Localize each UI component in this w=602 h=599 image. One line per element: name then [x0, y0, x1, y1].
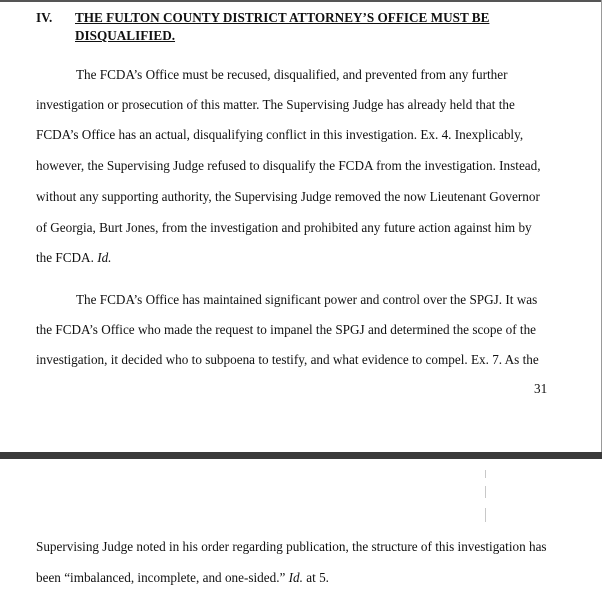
continuation-line-2-after: at 5.: [302, 570, 329, 585]
paragraph-1-line-2: investigation or prosecution of this matter. The Supervising Judge has already held that the: [36, 97, 515, 112]
scan-artifact: [485, 486, 486, 498]
continuation-line-1: Supervising Judge noted in his order regarding publication, the structure of this investigation has: [36, 539, 547, 554]
paragraph-2-line-1: The FCDA’s Office has maintained significant power and control over the SPGJ. It was: [76, 292, 538, 307]
paragraph-2-line-3: investigation, it decided who to subpoena to testify, and what evidence to compel. Ex. 7. As the: [36, 352, 539, 367]
page-top-border: [0, 0, 602, 2]
page-number: 31: [534, 381, 548, 396]
section-title-line-1: THE FULTON COUNTY DISTRICT ATTORNEY’S OFFICE MUST BE: [75, 10, 490, 25]
section-number: IV.: [36, 10, 53, 25]
page-break: [0, 452, 602, 459]
citation-id: Id.: [288, 570, 303, 585]
continuation-line-2: [36, 570, 329, 586]
paragraph-1-line-7: [36, 250, 111, 266]
paragraph-1-line-1: The FCDA’s Office must be recused, disqualified, and prevented from any further: [76, 67, 508, 82]
paragraph-1-line-3: FCDA’s Office has an actual, disqualifying conflict in this investigation. Ex. 4. Inexplicably,: [36, 127, 524, 142]
section-title: [75, 9, 515, 45]
continuation-line-2-text: been “imbalanced, incomplete, and one-sided.”: [36, 570, 289, 585]
paragraph-1-line-5: without any supporting authority, the Supervising Judge removed the now Lieutenant Governor: [36, 189, 540, 204]
citation-id: Id.: [97, 250, 112, 265]
paragraph-2-line-2: the FCDA’s Office who made the request to impanel the SPGJ and determined the scope of the: [36, 322, 537, 337]
scan-artifact: [485, 470, 486, 478]
paragraph-1-line-6: of Georgia, Burt Jones, from the investigation and prohibited any future action against him by: [36, 220, 532, 235]
scan-artifact: [485, 508, 486, 522]
paragraph-1-line-4: however, the Supervising Judge refused to disqualify the FCDA from the investigation. Instead,: [36, 158, 541, 173]
paragraph-1-line-7-text: the FCDA.: [36, 250, 98, 265]
section-title-line-2: DISQUALIFIED.: [75, 28, 176, 43]
